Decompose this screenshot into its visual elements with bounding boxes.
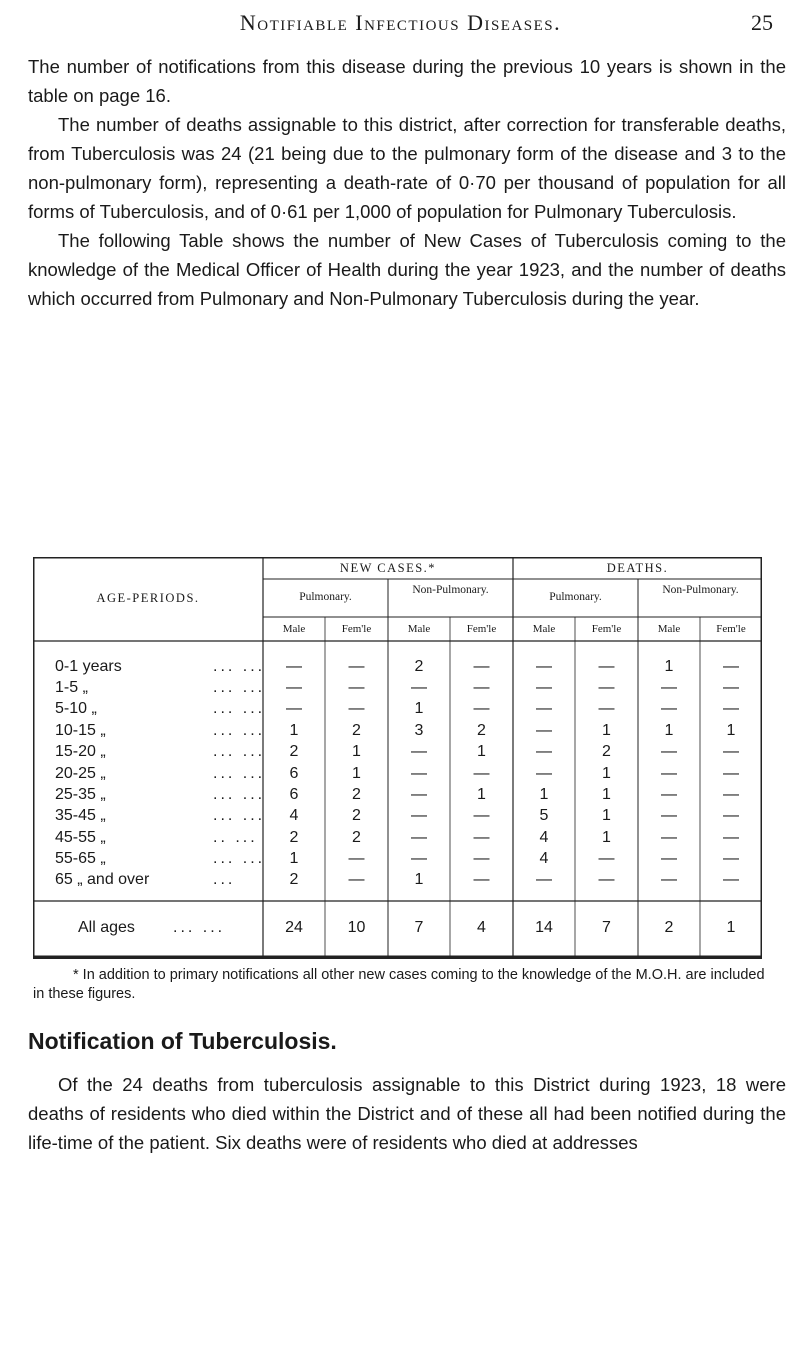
table-row-cell: — [536, 700, 552, 717]
running-header [0, 8, 801, 42]
page-number: 25 [751, 10, 773, 35]
table-row-cell: 6 [289, 786, 299, 803]
table-row-cell: — [473, 679, 490, 696]
table-row-cell: 2 [289, 829, 299, 846]
table-row-cell: — [661, 786, 677, 803]
sex-header: Fem'le [716, 623, 746, 635]
table-row-cell: — [598, 658, 615, 675]
table-row-cell: — [348, 658, 365, 675]
table-row-cell: — [661, 829, 677, 846]
table-row-cell: — [348, 679, 365, 696]
leader-dots: ... ... [213, 658, 266, 675]
age-label: 1-5 „ [55, 679, 88, 696]
table-row-cell: 2 [289, 871, 299, 888]
table-row-age [55, 871, 236, 889]
table-row-cell: — [661, 807, 677, 824]
age-label: 35-45 „ [55, 807, 106, 824]
age-label: 45-55 „ [55, 829, 106, 846]
table-row-cell: — [473, 871, 490, 888]
table-row-age [55, 829, 258, 847]
leader-dots: ... ... [213, 700, 266, 717]
table-row-cell: 1 [726, 722, 736, 739]
leader-dots: ... ... [213, 786, 266, 803]
sex-header: Male [282, 623, 306, 635]
table-row-cell: 1 [352, 765, 361, 782]
table-row-cell: 1 [602, 829, 611, 846]
table-row-age [55, 743, 266, 761]
total-row-cell: 24 [285, 919, 303, 936]
paragraph-notification: Of the 24 deaths from tuberculosis assignable to this District during 1923, 18 were deaths of residents who died within the District and of these all had been notified during the life-time of the patient. Six deaths were of residents who died at addresses [28, 1074, 786, 1153]
table-row-age [55, 765, 266, 783]
table-row-cell: 1 [414, 700, 424, 717]
total-row-cell: 2 [664, 919, 674, 936]
table-row-cell: — [723, 658, 739, 675]
age-label: All ages [78, 919, 135, 936]
table-row-cell: 4 [539, 829, 549, 846]
table-row-cell: 1 [477, 786, 486, 803]
table-row-cell: 1 [602, 807, 611, 824]
deaths-non-pulmonary-header: Non-Pulmonary. [662, 584, 739, 596]
table-row-cell: 1 [664, 658, 674, 675]
sex-header: Male [407, 623, 431, 635]
table-row-cell: — [473, 700, 490, 717]
leader-dots: ... ... [213, 679, 266, 696]
total-row-age [78, 919, 226, 937]
table-row-cell: — [661, 765, 677, 782]
age-label: 65 „ and over [55, 871, 150, 888]
table-row-cell: — [723, 765, 739, 782]
table-row-cell: 2 [352, 786, 361, 803]
table-row-cell: — [473, 850, 490, 867]
table-row-cell: — [411, 679, 427, 696]
table-row-cell: 2 [289, 743, 299, 760]
leader-dots: ... ... [213, 743, 266, 760]
table-row-cell: 1 [414, 871, 424, 888]
table-row-cell: — [661, 871, 677, 888]
age-label: 25-35 „ [55, 786, 106, 803]
table-row-cell: — [536, 658, 552, 675]
table-row-cell: — [661, 743, 677, 760]
table-row-age [55, 679, 266, 697]
sex-header: Fem'le [466, 623, 497, 635]
deaths-pulmonary-header: Pulmonary. [549, 591, 602, 603]
table-row-cell: 2 [352, 722, 361, 739]
table-row-cell: — [723, 829, 739, 846]
new-cases-header: NEW CASES.* [339, 561, 437, 575]
intro-text [28, 52, 786, 313]
table-row-cell: — [598, 871, 615, 888]
age-label: 10-15 „ [55, 722, 106, 739]
total-row-cell: 4 [477, 919, 486, 936]
age-label: 55-65 „ [55, 850, 106, 867]
total-row-cell: 10 [347, 919, 366, 936]
table-row-cell: — [723, 807, 739, 824]
table-row-cell: — [286, 700, 302, 717]
table-row-cell: 3 [414, 722, 424, 739]
table-row-cell: — [473, 807, 490, 824]
table-row-cell: — [661, 700, 677, 717]
leader-dots: ... [213, 871, 236, 888]
leader-dots: ... ... [213, 722, 266, 739]
table-row-cell: — [598, 850, 615, 867]
closing-text [28, 1070, 786, 1157]
table-row-cell: — [411, 829, 427, 846]
sex-header: Male [532, 623, 556, 635]
new-non-pulmonary-header: Non-Pulmonary. [412, 584, 489, 596]
table-row-age [55, 722, 266, 740]
sex-header: Fem'le [341, 623, 372, 635]
total-row-cell: 14 [535, 919, 553, 936]
table-row-age [55, 786, 266, 804]
table-row-cell: — [286, 658, 302, 675]
table-row-cell: — [411, 850, 427, 867]
table-row-cell: — [473, 765, 490, 782]
table-row-cell: 2 [352, 829, 361, 846]
table-row-age [55, 700, 266, 718]
table-row-cell: — [348, 871, 365, 888]
table-row-cell: — [473, 658, 490, 675]
sex-header: Fem'le [591, 623, 622, 635]
table-row-cell: 2 [477, 722, 486, 739]
table-row-age [55, 807, 266, 825]
deaths-header: DEATHS. [606, 561, 669, 575]
table-row-cell: 6 [289, 765, 299, 782]
age-periods-header: AGE-PERIODS. [96, 591, 200, 605]
table-row-cell: 2 [602, 743, 611, 760]
table-row-cell: 1 [477, 743, 486, 760]
table-row-cell: — [598, 700, 615, 717]
sex-header: Male [657, 623, 681, 635]
table-row-cell: — [536, 679, 552, 696]
table-row-cell: 2 [352, 807, 361, 824]
table-row-cell: — [661, 679, 677, 696]
table-row-cell: — [723, 850, 739, 867]
leader-dots: .. ... [213, 829, 258, 846]
age-label: 5-10 „ [55, 700, 97, 717]
leader-dots: ... ... [213, 850, 266, 867]
table-row-age [55, 850, 266, 868]
total-row-cell: 7 [602, 919, 611, 936]
table-row-cell: — [473, 829, 490, 846]
leader-dots: ... ... [213, 807, 266, 824]
table-row-cell: — [598, 679, 615, 696]
table-row-cell: 1 [539, 786, 549, 803]
running-title: Notifiable Infectious Diseases. [239, 10, 562, 35]
total-row-cell: 1 [726, 919, 736, 936]
table-row-cell: — [536, 765, 552, 782]
tuberculosis-table [33, 557, 762, 959]
table-row-cell: — [723, 786, 739, 803]
table-row-cell: — [723, 871, 739, 888]
total-row-cell: 7 [414, 919, 424, 936]
table-row-cell: — [348, 850, 365, 867]
table-row-cell: 4 [539, 850, 549, 867]
table-row-cell: — [661, 850, 677, 867]
leader-dots: ... ... [213, 765, 266, 782]
new-pulmonary-header: Pulmonary. [299, 591, 352, 603]
table-row-cell: 4 [289, 807, 299, 824]
age-label: 20-25 „ [55, 765, 106, 782]
table-row-cell: — [411, 765, 427, 782]
paragraph-table-intro: The following Table shows the number of New Cases of Tuberculosis coming to the knowledge of the Medical Officer of Health during the year 1923, and the number of deaths which occurred from Pulmonary and Non-Pulmonary Tuberculosis during the year. [28, 230, 786, 309]
table-row-cell: — [348, 700, 365, 717]
table-row-cell: 5 [539, 807, 549, 824]
table-row-cell: 1 [352, 743, 361, 760]
table-row-cell: 1 [289, 722, 299, 739]
table-row-cell: — [536, 743, 552, 760]
table-row-cell: 1 [289, 850, 299, 867]
table-row-cell: — [536, 871, 552, 888]
table-row-cell: — [723, 700, 739, 717]
age-label: 15-20 „ [55, 743, 106, 760]
paragraph-deaths: The number of deaths assignable to this district, after correction for transferable deaths, from Tuberculosis was 24 (21 being due to the pulmonary form of the disease and 3 to the non-pulmonary form), representing a death-rate of 0·70 per thousand of population for all forms of Tuberculosis, and of 0·61 per 1,000 of population for Pulmonary Tuberculosis. [28, 114, 786, 222]
table-row-cell: 1 [602, 765, 611, 782]
table-row-cell: 1 [602, 722, 611, 739]
table-row-cell: 1 [664, 722, 674, 739]
section-title: Notification of Tuberculosis. [28, 1028, 337, 1054]
paragraph-previous-notifications: The number of notifications from this disease during the previous 10 years is shown in the table on page 16. [28, 56, 786, 106]
table-row-cell: — [723, 743, 739, 760]
table-row-cell: — [286, 679, 302, 696]
table-row-cell: — [723, 679, 739, 696]
age-label: 0-1 years [55, 658, 122, 675]
table-footnote: * In addition to primary notifications all other new cases coming to the knowledge of the M.O.H. are included in these figures. [33, 967, 765, 1002]
leader-dots: ... ... [173, 919, 226, 936]
table-row-cell: — [411, 743, 427, 760]
table-row-cell: — [411, 786, 427, 803]
table-row-cell: 1 [602, 786, 611, 803]
table-row-age [55, 658, 266, 676]
table-row-cell: — [411, 807, 427, 824]
table-row-cell: — [536, 722, 552, 739]
table-row-cell: 2 [414, 658, 424, 675]
